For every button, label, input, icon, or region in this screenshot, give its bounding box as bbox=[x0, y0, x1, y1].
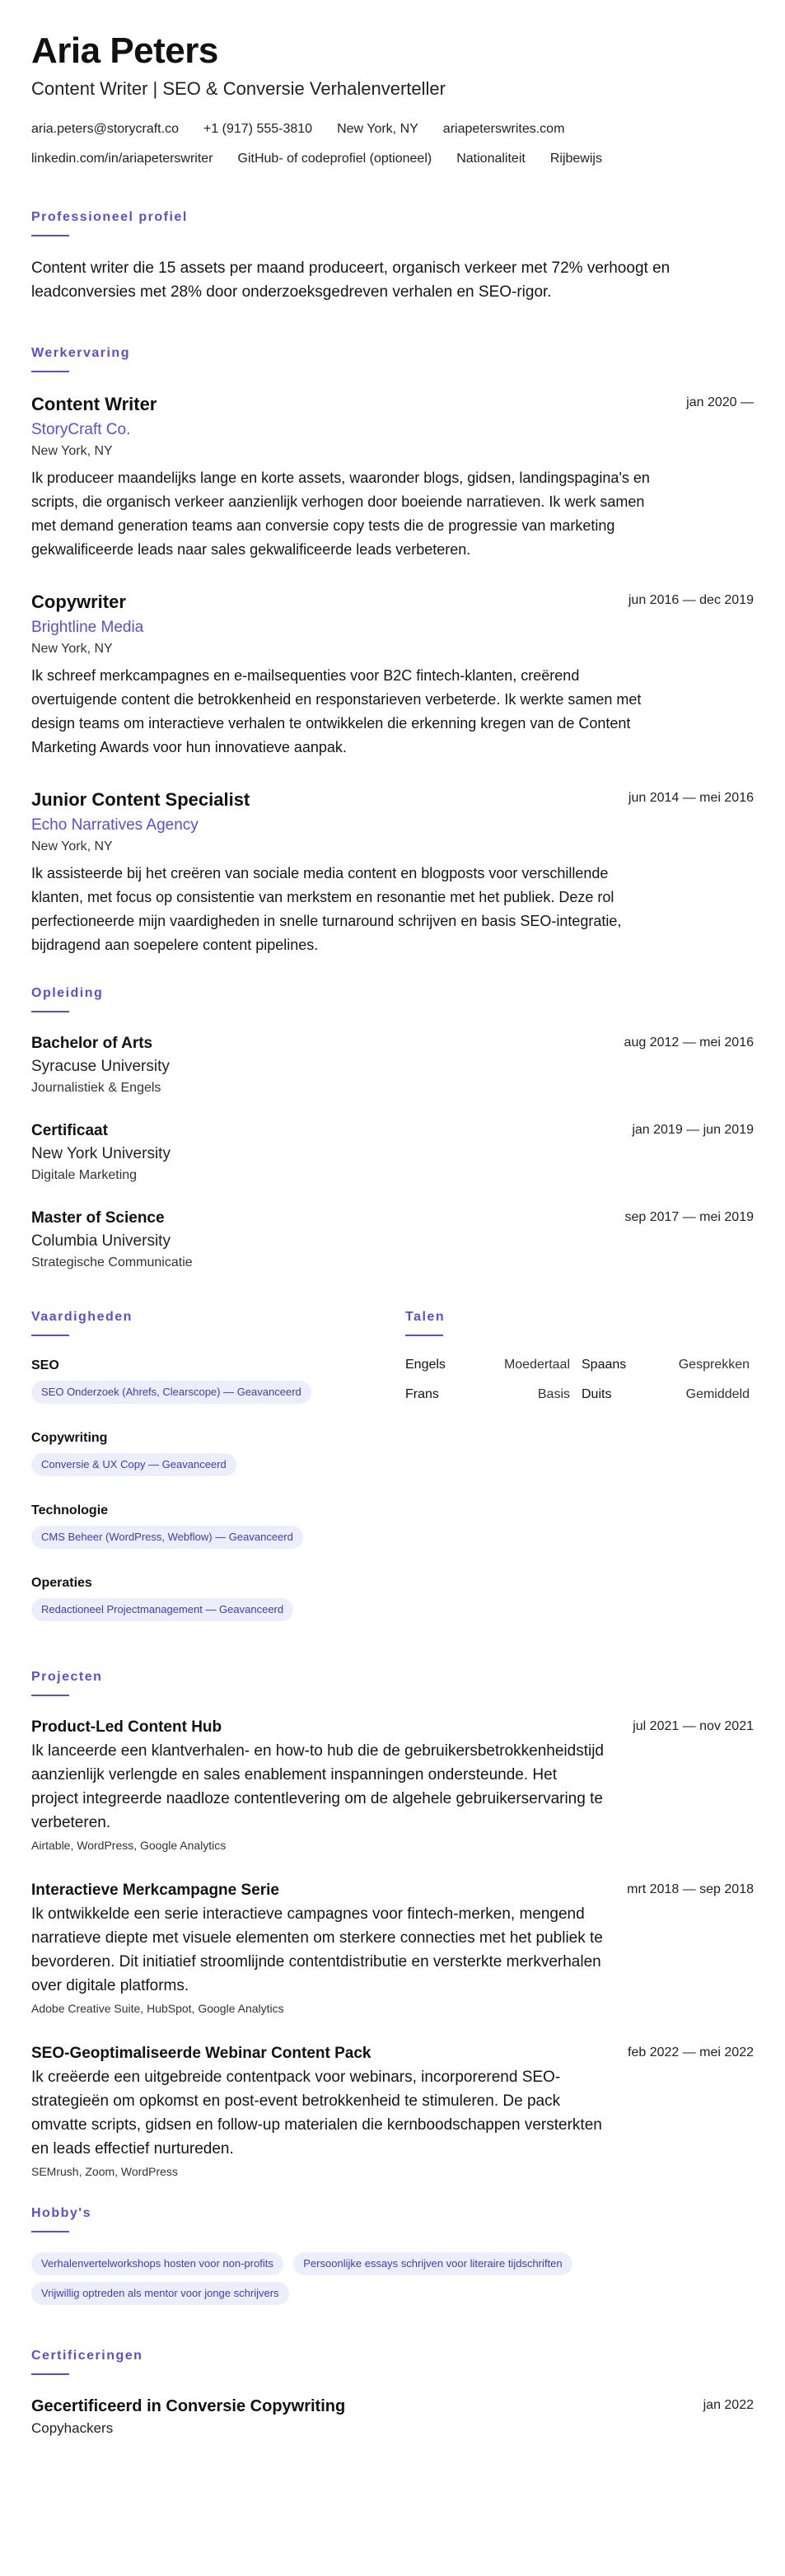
experience-section bbox=[31, 345, 754, 957]
job-entry bbox=[31, 590, 754, 760]
language-level: Gemiddeld bbox=[685, 1387, 750, 1401]
language-list bbox=[405, 1356, 750, 1404]
job-title: Copywriter bbox=[31, 591, 126, 612]
contact-location: New York, NY bbox=[337, 122, 418, 136]
job-description: Ik produceer maandelijks lange en korte assets, waaronder blogs, gidsen, landingspagina's en scripts, die organisch verkeer aanzienlijk verhogen door boeiende narratieven. Ik werk samen met demand generation teams aan conversie copy tests die de progressie van marketing gekwalificeerde leads naar sales gekwalificeerde leads verbeteren. bbox=[31, 470, 650, 558]
skill-group bbox=[31, 1573, 353, 1628]
section-title: Projecten bbox=[31, 1670, 103, 1684]
job-description: Ik assisteerde bij het creëren van sociale media content en blogposts voor verschillende klanten, met focus op consistentie van merkstem en resonantie met het publiek. Deze rol perfectioneerde mijn vaardigheden in snelle turnaround schrijven en basis SEO-integratie, bijdragend aan soepelere content pipelines. bbox=[31, 865, 622, 953]
hobbies-section bbox=[31, 2205, 754, 2312]
job-title: Content Writer bbox=[31, 394, 157, 414]
project-title: Interactieve Merkcampagne Serie bbox=[31, 1882, 279, 1899]
section-divider bbox=[31, 235, 69, 236]
contact-phone[interactable]: +1 (917) 555-3810 bbox=[203, 122, 313, 136]
section-title: Certificeringen bbox=[31, 2349, 143, 2363]
contact-nationality: Nationaliteit bbox=[456, 152, 526, 166]
education-school: Columbia University bbox=[31, 1232, 171, 1250]
contact-github[interactable]: GitHub- of codeprofiel (optioneel) bbox=[237, 152, 432, 166]
skills-section bbox=[31, 1309, 353, 1646]
section-divider bbox=[31, 371, 69, 372]
skills-languages-row bbox=[31, 1309, 754, 1646]
project-date: mrt 2018 — sep 2018 bbox=[627, 1882, 754, 1896]
section-divider bbox=[405, 1335, 443, 1336]
language-name: Duits bbox=[582, 1387, 612, 1401]
project-title: SEO-Geoptimaliseerde Webinar Content Pack bbox=[31, 2045, 371, 2062]
project-entry bbox=[31, 2042, 754, 2181]
job-date: jun 2016 — dec 2019 bbox=[628, 593, 754, 607]
projects-section bbox=[31, 1669, 754, 2181]
education-field: Strategische Communicatie bbox=[31, 1255, 193, 1269]
profile-summary: Content writer die 15 assets per maand produceert, organisch verkeer met 72% verhoogt en leadconversies met 28% door onderzoeksgedreven verhalen en SEO-rigor. bbox=[31, 259, 671, 301]
project-date: feb 2022 — mei 2022 bbox=[628, 2045, 754, 2059]
certification-issuer: Copyhackers bbox=[31, 2420, 114, 2436]
education-school: New York University bbox=[31, 1145, 171, 1162]
section-divider bbox=[31, 1695, 69, 1696]
hobby-chip: Vrijwillig optreden als mentor voor jonge schrijvers bbox=[31, 2282, 289, 2305]
certifications-section bbox=[31, 2348, 754, 2439]
language-level: Basis bbox=[537, 1387, 570, 1401]
language-level: Gesprekken bbox=[678, 1358, 750, 1372]
certification-entry bbox=[31, 2395, 754, 2439]
language-name: Spaans bbox=[582, 1358, 627, 1372]
education-field: Digitale Marketing bbox=[31, 1168, 138, 1182]
project-tech: SEMrush, Zoom, WordPress bbox=[31, 2165, 178, 2178]
certification-title: Gecertificeerd in Conversie Copywriting bbox=[31, 2397, 346, 2415]
candidate-headline: Content Writer | SEO & Conversie Verhalenverteller bbox=[31, 78, 446, 99]
section-divider bbox=[31, 2231, 69, 2232]
language-level: Moedertaal bbox=[503, 1358, 570, 1372]
job-title: Junior Content Specialist bbox=[31, 789, 250, 810]
hobby-chip: Verhalenvertelworkshops hosten voor non-profits bbox=[31, 2252, 283, 2275]
project-title: Product-Led Content Hub bbox=[31, 1718, 222, 1736]
project-tech: Adobe Creative Suite, HubSpot, Google Analytics bbox=[31, 2002, 284, 2015]
language-name: Frans bbox=[405, 1387, 439, 1401]
skill-group-name: Operaties bbox=[31, 1576, 92, 1590]
skill-group-name: Technologie bbox=[31, 1503, 109, 1517]
education-section bbox=[31, 985, 754, 1273]
project-tech: Airtable, WordPress, Google Analytics bbox=[31, 1839, 227, 1852]
education-date: jan 2019 — jun 2019 bbox=[632, 1123, 754, 1137]
job-location: New York, NY bbox=[31, 839, 113, 853]
contact-list bbox=[31, 120, 657, 168]
project-description: Ik ontwikkelde een serie interactieve campagnes voor fintech-merken, mengend narratieve diepte met visuele elementen om sterkere connecties met het publiek te bevorderen. Dit initiatief stroomlijnde contentdistributie en versterkte merkverhalen over digitale platforms. bbox=[31, 1905, 603, 1994]
section-title: Talen bbox=[405, 1310, 446, 1324]
section-title: Professioneel profiel bbox=[31, 210, 188, 224]
section-title: Vaardigheden bbox=[31, 1310, 133, 1324]
section-title: Opleiding bbox=[31, 986, 104, 1000]
section-title: Hobby's bbox=[31, 2206, 91, 2220]
education-date: aug 2012 — mei 2016 bbox=[624, 1036, 754, 1050]
profile-section bbox=[31, 209, 754, 304]
skill-group-name: Copywriting bbox=[31, 1431, 108, 1445]
certification-date: jan 2022 bbox=[703, 2398, 754, 2412]
languages-section bbox=[405, 1309, 750, 1646]
job-date: jun 2014 — mei 2016 bbox=[628, 791, 754, 805]
job-description: Ik schreef merkcampagnes en e-mailsequenties voor B2C fintech-klanten, creërend overtuigende content die betrokkenheid en responstarieven verbeterde. Ik werkte samen met design teams om interactieve verhalen te ontwikkelen die erkenning kregen van de Content Marketing Awards voor hun innovatieve aanpak. bbox=[31, 667, 642, 755]
skill-chip: Conversie & UX Copy — Geavanceerd bbox=[31, 1453, 236, 1476]
education-date: sep 2017 — mei 2019 bbox=[624, 1210, 754, 1224]
job-date: jan 2020 — bbox=[686, 395, 754, 409]
job-company: Brightline Media bbox=[31, 619, 144, 636]
section-divider bbox=[31, 1335, 69, 1336]
job-entry bbox=[31, 788, 754, 957]
education-field: Journalistiek & Engels bbox=[31, 1081, 161, 1095]
job-company: Echo Narratives Agency bbox=[31, 816, 199, 834]
section-title: Werkervaring bbox=[31, 346, 130, 360]
education-entry bbox=[31, 1032, 754, 1098]
project-description: Ik lanceerde een klantverhalen- en how-to hub die de gebruikersbetrokkenheidstijd aanzienlijk verlengde en sales enablement inspanningen ondersteunde. Het project integreerde naadloze contentlevering om de algehele gebruikerservaring te verbeteren. bbox=[31, 1742, 604, 1831]
skill-group bbox=[31, 1428, 353, 1483]
education-degree: Certificaat bbox=[31, 1122, 108, 1139]
education-school: Syracuse University bbox=[31, 1058, 170, 1075]
skill-group bbox=[31, 1356, 353, 1410]
job-entry bbox=[31, 392, 754, 562]
skill-group-name: SEO bbox=[31, 1358, 59, 1372]
contact-linkedin[interactable]: linkedin.com/in/ariapeterswriter bbox=[31, 152, 213, 166]
job-location: New York, NY bbox=[31, 642, 113, 656]
skill-chip: CMS Beheer (WordPress, Webflow) — Geavanceerd bbox=[31, 1526, 303, 1549]
contact-website[interactable]: ariapeterswrites.com bbox=[442, 122, 565, 136]
education-degree: Master of Science bbox=[31, 1209, 165, 1227]
project-entry bbox=[31, 1879, 754, 2017]
education-entry bbox=[31, 1120, 754, 1185]
project-date: jul 2021 — nov 2021 bbox=[633, 1719, 754, 1733]
candidate-name: Aria Peters bbox=[31, 30, 218, 71]
resume-header bbox=[31, 30, 754, 168]
job-company: StoryCraft Co. bbox=[31, 421, 131, 438]
hobby-list bbox=[31, 2252, 740, 2312]
contact-email[interactable]: aria.peters@storycraft.co bbox=[31, 122, 179, 136]
skill-chip: SEO Onderzoek (Ahrefs, Clearscope) — Geavanceerd bbox=[31, 1381, 311, 1404]
section-divider bbox=[31, 2373, 69, 2375]
skill-group bbox=[31, 1501, 353, 1555]
education-degree: Bachelor of Arts bbox=[31, 1035, 153, 1052]
skill-chip: Redactioneel Projectmanagement — Geavanceerd bbox=[31, 1598, 293, 1621]
contact-drivers-license: Rijbewijs bbox=[549, 152, 602, 166]
hobby-chip: Persoonlijke essays schrijven voor literaire tijdschriften bbox=[293, 2252, 572, 2275]
project-description: Ik creëerde een uitgebreide contentpack voor webinars, incorporerend SEO-strategieën om opkomst en post-event betrokkenheid te stimuleren. De pack omvatte scripts, gidsen en follow-up materialen die kernboodschappen versterkten en leads effectief nurtureden. bbox=[31, 2069, 602, 2158]
job-location: New York, NY bbox=[31, 444, 113, 458]
project-entry bbox=[31, 1716, 754, 1854]
section-divider bbox=[31, 1011, 69, 1012]
education-entry bbox=[31, 1207, 754, 1273]
language-name: Engels bbox=[405, 1358, 446, 1372]
